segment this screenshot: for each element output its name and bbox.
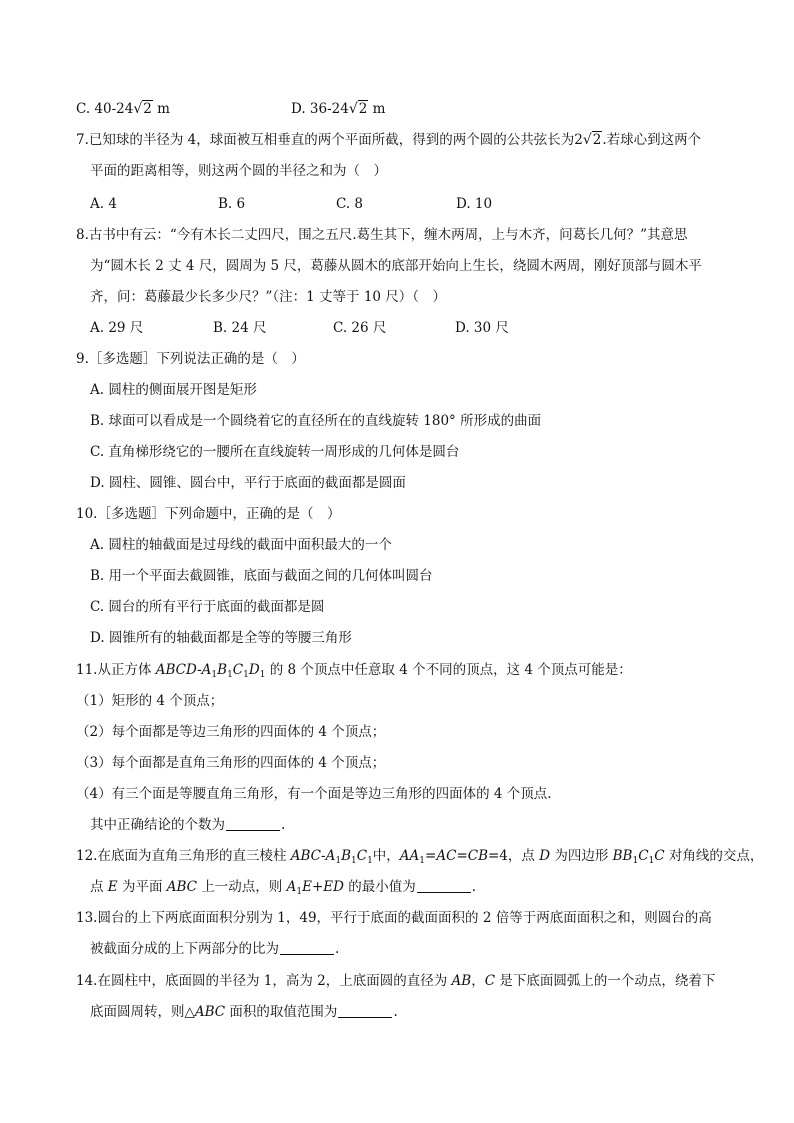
q7-option-c: C. 8: [336, 196, 364, 212]
q9-stem: 9.［多选题］下列说法正确的是（ ）: [76, 351, 305, 367]
answer-blank[interactable]: [226, 816, 280, 831]
q8-option-c: C. 26 尺: [333, 320, 387, 336]
q10-stem: 10.［多选题］下列命题中，正确的是（ ）: [76, 506, 341, 522]
q7-option-a: A. 4: [90, 196, 117, 212]
q11-item-1: （1）矩形的 4 个顶点；: [76, 693, 224, 709]
q9-option-c: C. 直角梯形绕它的一腰所在直线旋转一周形成的几何体是圆台: [90, 444, 460, 460]
answer-blank[interactable]: [280, 940, 334, 955]
q7-option-d: D. 10: [456, 196, 493, 212]
q7-line-2: 平面的距离相等，则这两个圆的半径之和为（ ）: [90, 163, 387, 179]
q9-option-a: A. 圆柱的侧面展开图是矩形: [90, 382, 257, 398]
q11-item-3: （3）每个面都是直角三角形的四面体的 4 个顶点；: [76, 755, 386, 771]
q11-stem: 11.从正方体 ABCD-$A_1B_1C_1D_1$ 的 8 个顶点中任意取 4 个不同的顶点，这 4 个顶点可能是：: [76, 662, 632, 680]
answer-blank[interactable]: [417, 878, 471, 893]
q9-option-b: B. 球面可以看成是一个圆绕着它的直径所在的直线旋转 180° 所形成的曲面: [90, 413, 542, 429]
q6-option-c: C. 40-24√2 m: [76, 101, 170, 117]
sqrt-symbol: √2: [582, 132, 602, 148]
answer-blank[interactable]: [338, 1003, 392, 1018]
q9-option-d: D. 圆柱、圆锥、圆台中，平行于底面的截面都是圆面: [90, 475, 406, 491]
q8-line-2: 为“圆木长 2 丈 4 尺，圆周为 5 尺，葛藤从圆木的底部开始向上生长，绕圆木两周，刚好顶部与圆木平: [90, 258, 702, 274]
q6-option-c-text: C. 40-24: [76, 101, 134, 117]
q6-option-d-text: D. 36-24: [291, 101, 349, 117]
q13-line-2: 被截面分成的上下两部分的比为 .: [90, 941, 340, 957]
q8-option-b: B. 24 尺: [213, 320, 267, 336]
q10-option-d: D. 圆锥所有的轴截面都是全等的等腰三角形: [90, 630, 352, 646]
sqrt-symbol: √2: [348, 101, 368, 117]
q14-line-2: 底面圆周转，则△ABC 面积的取值范围为 .: [90, 1004, 398, 1020]
q10-option-a: A. 圆柱的轴截面是过母线的截面中面积最大的一个: [90, 537, 392, 553]
sqrt-symbol: √2: [133, 101, 152, 117]
q10-option-c: C. 圆台的所有平行于底面的截面都是圆: [90, 599, 325, 615]
q7-option-b: B. 6: [218, 196, 246, 212]
q14-line-1: 14.在圆柱中，底面圆的半径为 1，高为 2，上底面圆的直径为 AB，C 是下底面圆弧上的一个动点，绕着下: [76, 973, 716, 989]
q8-line-1: 8.古书中有云：“今有木长二丈四尺，围之五尺.葛生其下，缠木两周，上与木齐，问葛长几何？”其意思: [76, 227, 688, 243]
q6-option-d: D. 36-24√2 m: [291, 101, 386, 117]
q13-line-1: 13.圆台的上下两底面面积分别为 1，49，平行于底面的截面面积的 2 倍等于两底面面积之和，则圆台的高: [76, 910, 712, 926]
q11-item-2: （2）每个面都是等边三角形的四面体的 4 个顶点；: [76, 724, 386, 740]
q8-option-d: D. 30 尺: [455, 320, 509, 336]
q11-conclusion: 其中正确结论的个数为 .: [90, 817, 286, 833]
q11-item-4: （4）有三个面是等腰直角三角形，有一个面是等边三角形的四面体的 4 个顶点.: [76, 786, 552, 802]
q10-option-b: B. 用一个平面去截圆锥，底面与截面之间的几何体叫圆台: [90, 568, 433, 584]
q8-option-a: A. 29 尺: [90, 320, 144, 336]
q12-line-1: 12.在底面为直角三角形的直三棱柱 ABC-$A_1B_1C_1$中，$AA_1=AC=CB=4$，点 D 为四边形 $BB_1C_1C$ 对角线的交点，: [76, 848, 764, 866]
q7-line-1: 7.已知球的半径为 4，球面被互相垂直的两个平面所截，得到的两个圆的公共弦长为2√2.若球心到这两个: [76, 132, 702, 148]
q12-line-2: 点 E 为平面 ABC 上一动点，则 $A_1E+ED$ 的最小值为 .: [90, 879, 477, 897]
q8-line-3: 齐，问：葛藤最少长多少尺？”（注：1 丈等于 10 尺）（ ）: [90, 289, 447, 305]
